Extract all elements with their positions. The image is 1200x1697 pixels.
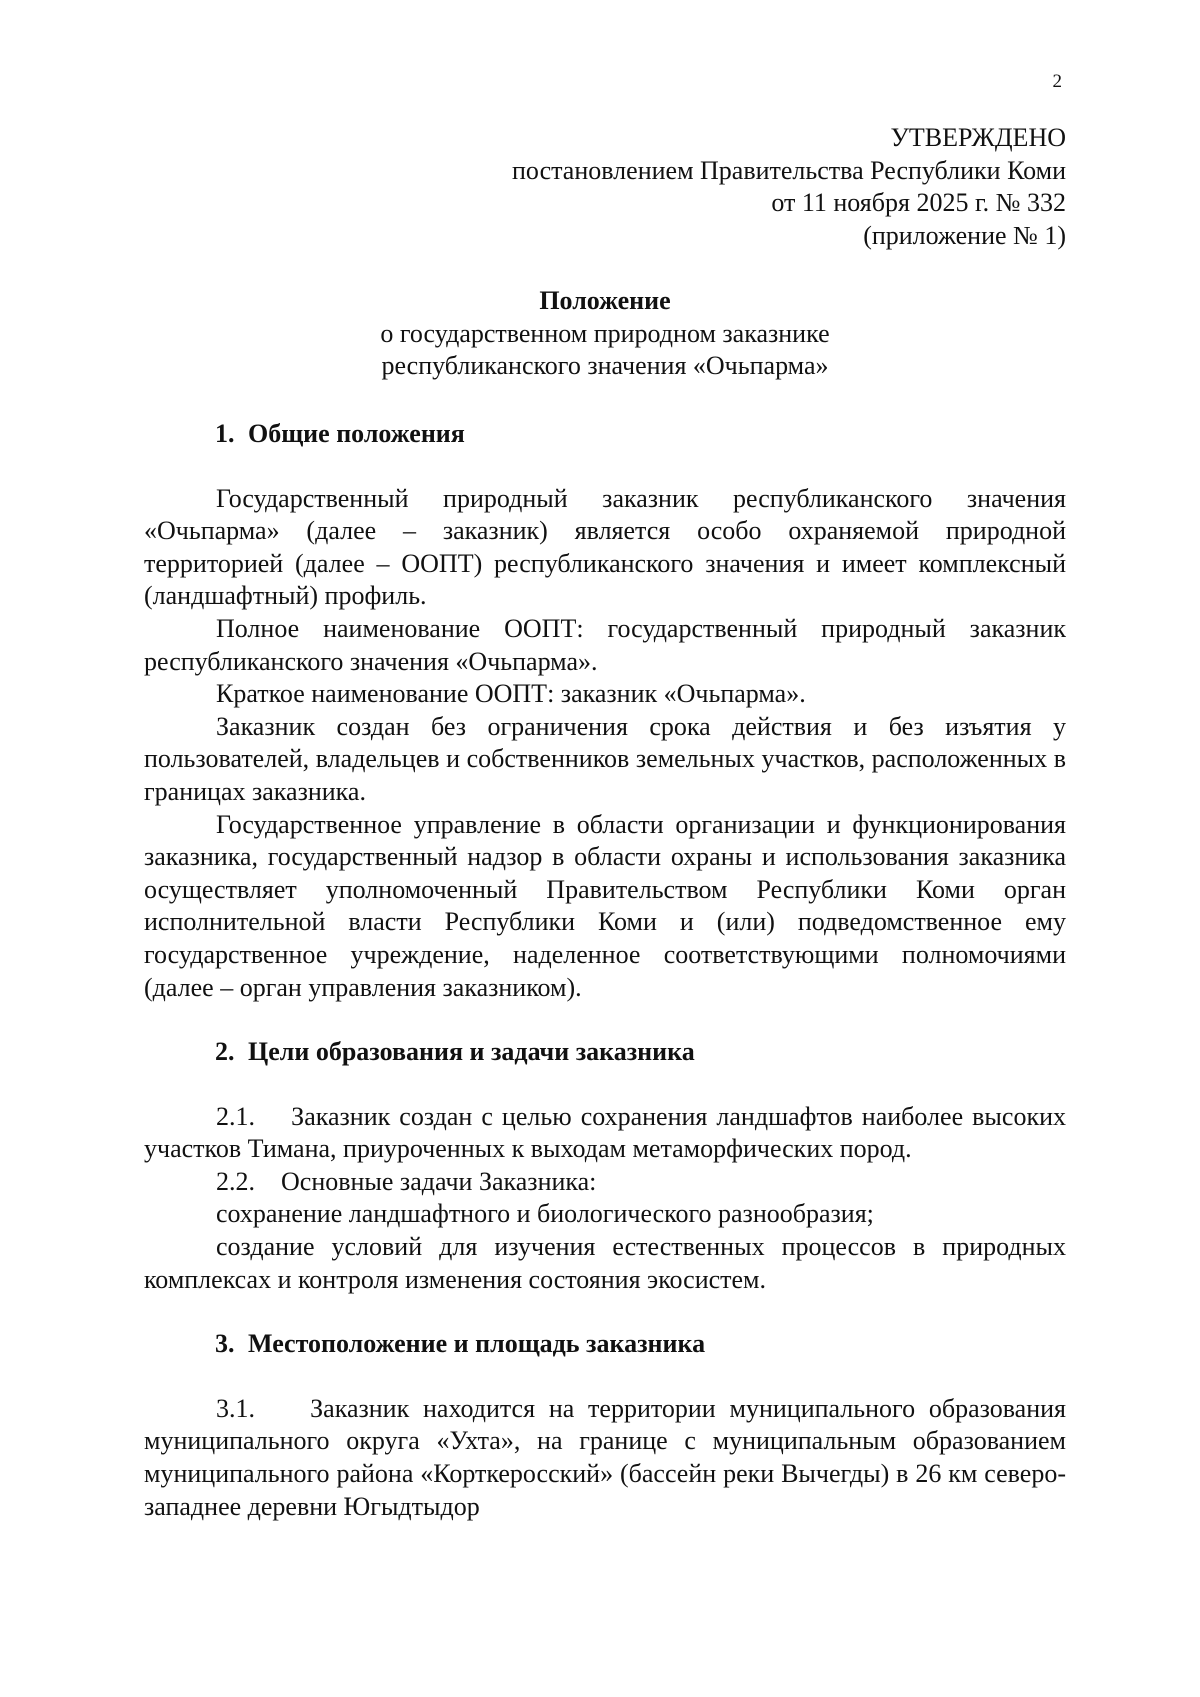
paragraph — [144, 1393, 1066, 1523]
paragraph: сохранение ландшафтного и биологического разнообразия; — [216, 1199, 874, 1229]
approval-line-resolution: постановлением Правительства Республики Коми — [512, 155, 1066, 185]
paragraph — [144, 1166, 1066, 1199]
section-number: 1. — [215, 419, 235, 448]
section-heading — [144, 1328, 1066, 1361]
clause-text: Заказник находится на территории муниципального образования муниципального округа «Ухта», на границе с муниципальным образованием муниципального района «Корткеросский» (бассейн реки Вычегды) в 26 км северо-западнее деревни Югыдтыдор — [144, 1393, 1066, 1521]
paragraph — [144, 1101, 1066, 1166]
document-body — [144, 418, 1066, 1523]
approval-stamp — [512, 122, 1066, 252]
section-heading — [144, 1036, 1066, 1069]
clause-number: 3.1. — [216, 1393, 255, 1423]
section-heading — [144, 418, 1066, 451]
page-number: 2 — [1052, 71, 1062, 92]
approval-line-appendix: (приложение № 1) — [863, 220, 1066, 250]
clause-number: 2.2. — [216, 1166, 255, 1196]
paragraph: создание условий для изучения естественных процессов в природных комплексах и контроля изменения состояния экосистем. — [144, 1232, 1066, 1294]
approval-line-date: от 11 ноября 2025 г. № 332 — [771, 188, 1066, 218]
paragraph: Краткое наименование ООПТ: заказник «Очьпарма». — [216, 679, 806, 709]
paragraph: Государственное управление в области организации и функционирования заказника, государственный надзор в области охраны и использования заказника осуществляет уполномоченный Правительством Республики Коми орган исполнительной власти Республики Коми и (или) подведомственное ему государственное учреждение, наделенное соответствующими полномочиями (далее – орган управления заказником). — [144, 809, 1066, 1002]
clause-number: 2.1. — [216, 1101, 255, 1131]
clause-text: Заказник создан с целью сохранения ландшафтов наиболее высоких участков Тимана, приуроченных к выходам метаморфических пород. — [144, 1101, 1066, 1164]
document-title-block — [144, 285, 1066, 383]
section-number: 2. — [215, 1037, 235, 1067]
paragraph: Заказник создан без ограничения срока действия и без изъятия у пользователей, владельцев и собственников земельных участков, расположенных в границах заказника. — [144, 711, 1066, 806]
section-title: Общие положения — [248, 419, 465, 448]
paragraph: Государственный природный заказник республиканского значения «Очьпарма» (далее – заказник) является особо охраняемой природной территорией (далее – ООПТ) республиканского значения и имеет комплексный (ландшафтный) профиль. — [144, 483, 1066, 611]
document-subtitle-line2: республиканского значения «Очьпарма» — [381, 351, 829, 381]
section-title: Местоположение и площадь заказника — [248, 1329, 706, 1359]
paragraph: Полное наименование ООПТ: государственный природный заказник республиканского значения «Очьпарма». — [144, 613, 1066, 676]
clause-text: Основные задачи Заказника: — [281, 1166, 597, 1196]
document-title: Положение — [539, 286, 671, 315]
section-title: Цели образования и задачи заказника — [248, 1037, 695, 1067]
section-number: 3. — [215, 1329, 235, 1359]
document-subtitle-line1: о государственном природном заказнике — [380, 318, 830, 348]
approval-line-approved: УТВЕРЖДЕНО — [890, 123, 1066, 152]
